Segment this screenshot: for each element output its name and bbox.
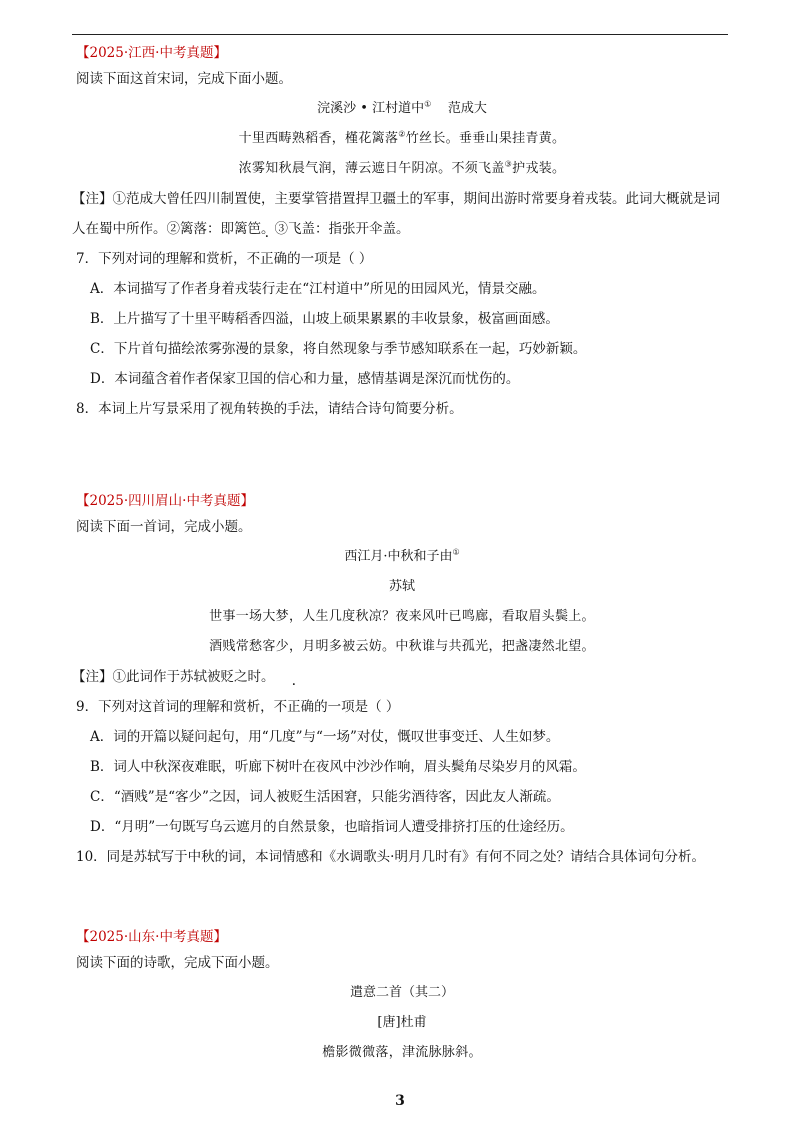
option-b: B．上片描写了十里平畴稻香四溢，山坡上硕果累累的丰收景象，极富画面感。 [90,311,559,327]
intro-text: 阅读下面这首宋词，完成下面小题。 [76,71,292,87]
option-b: B．词人中秋深夜难眠，听廊下树叶在夜风中沙沙作响，眉头鬓角尽染岁月的风霜。 [90,759,586,775]
question-text: 的一项是（ ） [287,251,373,267]
footnote-mark: ③ [504,159,513,169]
option-c: C．“酒贱”是“客少”之因，词人被贬生活困窘，只能劣酒待客，因此友人渐疏。 [90,789,560,805]
question-text: 的一项是（ ） [314,699,400,715]
verse-text: 竹丝长。垂垂山果挂青黄。 [405,131,566,146]
source-tag-jiangxi: 【2025·江西·中考真题】 [76,45,227,61]
question-7 [76,244,728,274]
question-10: 10．同是苏轼写于中秋的词，本词情感和《水调歌头·明月几时有》有何不同之处？请结合具体词句分析。 [76,849,705,865]
verse-text: 浓雾知秋晨气润，薄云遮日午阴凉。不须飞盖 [238,161,505,176]
poem-author: 苏轼 [388,579,415,594]
poem-title [76,542,728,572]
question-8: 8．本词上片写景采用了视角转换的手法，请结合诗句简要分析。 [76,401,463,417]
intro-text: 阅读下面的诗歌，完成下面小题。 [76,955,279,971]
poem-title-text: 西江月·中秋和子由 [344,549,453,564]
annotation-note: 【注】①范成大曾任四川制置使，主要掌管措置捍卫疆土的军事，期间出游时常要身着戎装。此词大概就是词人在蜀中所作。②篱落：即篱笆。③飞盖：指张开伞盖。 [72,191,720,237]
option-a: A．词的开篇以疑问起句，用“几度”与“一场”对仗，慨叹世事变迁、人生如梦。 [90,729,560,745]
question-9 [76,692,728,722]
emphasis-dotted: 不正确 [273,699,315,715]
poem-author: 范成大 [447,101,487,116]
poem-title: 遣意二首（其二） [349,985,454,1000]
page-content [72,34,728,1068]
option-a: A．本词描写了作者身着戎装行走在“江村道中”所见的田园风光，情景交融。 [90,281,546,297]
source-tag-meishan: 【2025·四川眉山·中考真题】 [76,493,254,509]
poem-verse: 世事一场大梦，人生几度秋凉？夜来风叶已鸣廊，看取眉头鬓上。 [209,609,595,624]
source-tag-shandong: 【2025·山东·中考真题】 [76,929,227,945]
poem-title-text: 浣溪沙 • 江村道中 [317,101,425,116]
poem-title [76,94,728,124]
option-d: D．本词蕴含着作者保家卫国的信心和力量，感情基调是深沉而忧伤的。 [90,371,520,387]
poem-verse: 酒贱常愁客少，月明多被云妨。中秋谁与共孤光，把盏凄然北望。 [209,639,595,654]
option-c: C．下片首句描绘浓雾弥漫的景象，将自然现象与季节感知联系在一起，巧妙新颖。 [90,341,587,357]
poem-author: [唐]杜甫 [377,1015,427,1030]
emphasis-dotted: 不正确 [246,251,288,267]
verse-text: 十里西畴熟稻香，槿花篱落 [238,131,399,146]
poem-verse [76,124,728,154]
question-text: 7．下列对词的理解和赏析， [76,251,247,267]
annotation-note: 【注】①此词作于苏轼被贬之时。 [72,669,275,685]
option-d: D．“月明”一句既写乌云遮月的自然景象，也暗指词人遭受排挤打压的仕途经历。 [90,819,574,835]
intro-text: 阅读下面一首词，完成小题。 [76,519,252,535]
poem-verse: 檐影微微落，津流脉脉斜。 [322,1045,482,1060]
footnote-mark: ② [398,129,406,139]
poem-verse [76,154,728,184]
verse-text: 护戎装。 [512,161,566,176]
question-text: 9．下列对这首词的理解和赏析， [76,699,274,715]
page-number: 3 [395,1093,405,1109]
footnote-mark: ① [424,99,432,109]
footnote-mark: ① [452,547,460,557]
